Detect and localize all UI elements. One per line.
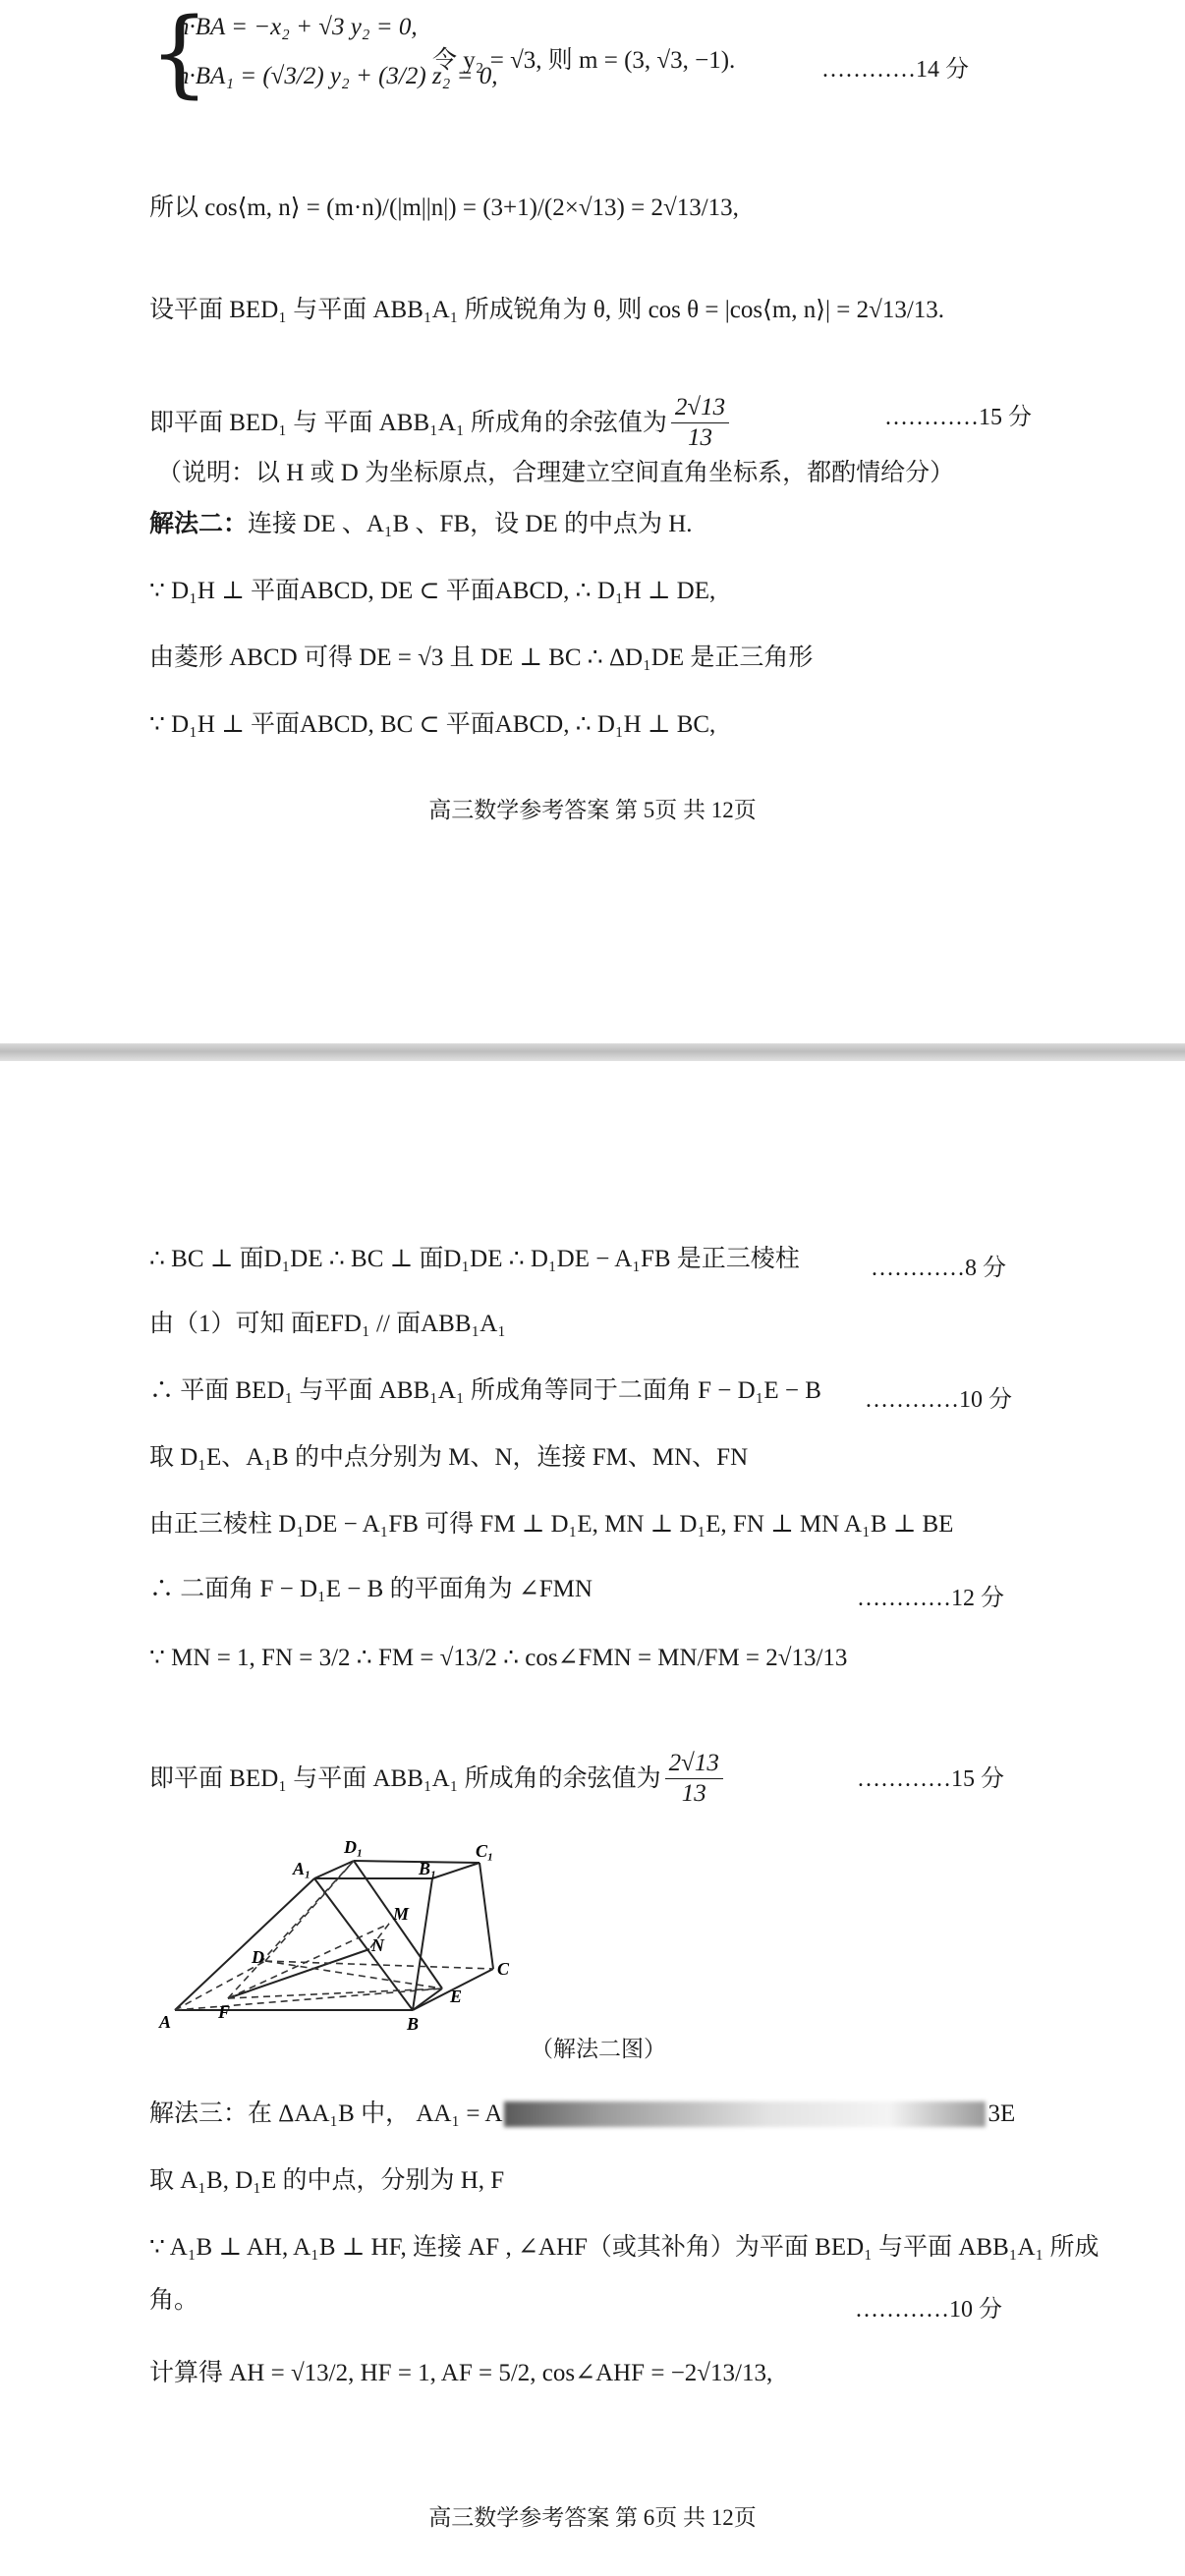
- method2-text: 连接 DE 、A₁B 、FB，设 DE 的中点为 H.: [248, 511, 693, 537]
- fraction-denominator: 13: [687, 424, 712, 451]
- fraction-numerator-2: 2√13: [665, 1749, 723, 1779]
- line-rhombus: 由菱形 ABCD 可得 DE = √3 且 DE ⊥ BC ∴ ΔD₁DE 是正三角形: [149, 644, 814, 671]
- prism-figure: [147, 1833, 521, 2069]
- line-parallel: 由（1）可知 面EFD₁ // 面ABB₁A₁: [149, 1311, 506, 1337]
- note: （说明：以 H 或 D 为坐标原点，合理建立空间直角坐标系，都酌情给分）: [157, 460, 955, 486]
- fraction-numerator: 2√13: [671, 393, 729, 423]
- line-d1h-de: ∵ D₁H ⊥ 平面ABCD, DE ⊂ 平面ABCD, ∴ D₁H ⊥ DE,: [149, 578, 716, 604]
- score-14: …………14 分: [821, 57, 969, 83]
- line-prism: ∴ BC ⊥ 面D₁DE ∴ BC ⊥ 面D₁DE ∴ D₁DE − A₁FB 是正三棱柱: [149, 1246, 800, 1272]
- label-b1: B₁: [419, 1859, 437, 1878]
- edge-c1-c: [480, 1863, 493, 1969]
- method3-midpoints: 取 A₁B, D₁E 的中点，分别为 H, F: [149, 2167, 505, 2194]
- label-n: N: [371, 1935, 384, 1955]
- page-separator: [0, 1043, 1185, 1061]
- label-c1: C₁: [476, 1841, 494, 1861]
- label-d: D: [252, 1947, 264, 1967]
- cosine-value-fraction-2: [665, 1749, 723, 1809]
- line-compute: ∵ MN = 1, FN = 3/2 ∴ FM = √13/2 ∴ cos∠FMN = MN/FM = 2√13/13: [149, 1645, 848, 1671]
- label-c: C: [497, 1959, 510, 1979]
- score-10: …………10 分: [865, 1387, 1012, 1413]
- label-d1: D₁: [344, 1837, 364, 1857]
- cosine-value-fraction: [671, 393, 729, 453]
- page-5: [0, 0, 1185, 1043]
- cosine-value-line: [149, 393, 733, 453]
- score-15: …………15 分: [884, 405, 1032, 430]
- line-perp: 由正三棱柱 D₁DE − A₁FB 可得 FM ⊥ D₁E, MN ⊥ D₁E, FN ⊥ MN A₁B ⊥ BE: [149, 1511, 954, 1538]
- label-a1: A₁: [293, 1859, 311, 1878]
- edge-b-e: [413, 1988, 442, 2010]
- system-result: 令 y₂ = √3, 则 m = (3, √3, −1).: [432, 47, 736, 74]
- line-plane-angle: ∴ 二面角 F − D₁E − B 的平面角为 ∠FMN: [149, 1576, 592, 1602]
- method3-line-1: [149, 2099, 1015, 2130]
- method2-intro: [149, 509, 693, 540]
- label-b: B: [407, 2014, 420, 2034]
- system-brace: {: [149, 0, 210, 108]
- method2-label: 解法二：: [149, 511, 249, 537]
- edge-b1-c1: [432, 1863, 480, 1878]
- footer-page-5: 高三数学参考答案 第 5页 共 12页: [428, 798, 757, 822]
- method3-start: 解法三：在 ΔAA₁B 中， AA₁ = A: [149, 2100, 503, 2127]
- page-6: [0, 1061, 1185, 2576]
- redacted-blur: [504, 2101, 986, 2127]
- score-12: …………12 分: [857, 1586, 1004, 1611]
- edge-d1-e: [354, 1861, 442, 1988]
- cos-line: 所以 cos⟨m, n⟩ = (m·n)/(|m||n|) = (3+1)/(2×√13) = 2√13/13,: [149, 195, 739, 221]
- score-8: …………8 分: [871, 1256, 1006, 1281]
- system-eq-2: n·BA₁ = (√3/2) y₂ + (3/2) z₂ = 0,: [177, 63, 498, 89]
- label-f: F: [218, 2002, 231, 2022]
- label-e: E: [450, 1987, 463, 2006]
- method3-line: ∵ A₁B ⊥ AH, A₁B ⊥ HF, 连接 AF , ∠AHF（或其补角）为平面 BED₁ 与平面 ABB₁A₁ 所成: [149, 2234, 1100, 2261]
- method3-line-cont: 角。: [149, 2287, 199, 2314]
- method3-end: 3E: [988, 2100, 1016, 2127]
- fraction-denominator-2: 13: [681, 1780, 706, 1807]
- cosine-value-text-2: 即平面 BED₁ 与平面 ABB₁A₁ 所成角的余弦值为: [149, 1764, 661, 1792]
- score-15-b: …………15 分: [857, 1766, 1004, 1792]
- edge-a-e: [175, 1988, 442, 2010]
- line-equiv: ∴ 平面 BED₁ 与平面 ABB₁A₁ 所成角等同于二面角 F − D₁E − B: [149, 1377, 821, 1404]
- score-10-b: …………10 分: [855, 2297, 1002, 2323]
- cosine-value-text: 即平面 BED₁ 与 平面 ABB₁A₁ 所成角的余弦值为: [149, 409, 667, 436]
- final-compute: 计算得 AH = √13/2, HF = 1, AF = 5/2, cos∠AHF = −2√13/13,: [149, 2360, 773, 2386]
- cosine-value-line-2: [149, 1749, 727, 1809]
- system-eq-1: n·BA = −x₂ + √3 y₂ = 0,: [177, 14, 418, 40]
- line-d1h-bc: ∵ D₁H ⊥ 平面ABCD, BC ⊂ 平面ABCD, ∴ D₁H ⊥ BC,: [149, 711, 716, 738]
- edge-f-d1: [228, 1861, 354, 1998]
- edge-a1-d1: [314, 1861, 354, 1878]
- edge-d1-c1: [354, 1861, 480, 1863]
- footer-page-6: 高三数学参考答案 第 6页 共 12页: [428, 2505, 757, 2530]
- label-m: M: [393, 1904, 410, 1924]
- edge-f-e: [228, 1988, 442, 1998]
- figure-caption: （解法二图）: [531, 2037, 666, 2061]
- label-a: A: [159, 2012, 172, 2032]
- line-midpoints: 取 D₁E、A₁B 的中点分别为 M、N，连接 FM、MN、FN: [149, 1444, 749, 1471]
- angle-line: 设平面 BED₁ 与平面 ABB₁A₁ 所成锐角为 θ, 则 cos θ = |cos⟨m, n⟩| = 2√13/13.: [149, 297, 945, 323]
